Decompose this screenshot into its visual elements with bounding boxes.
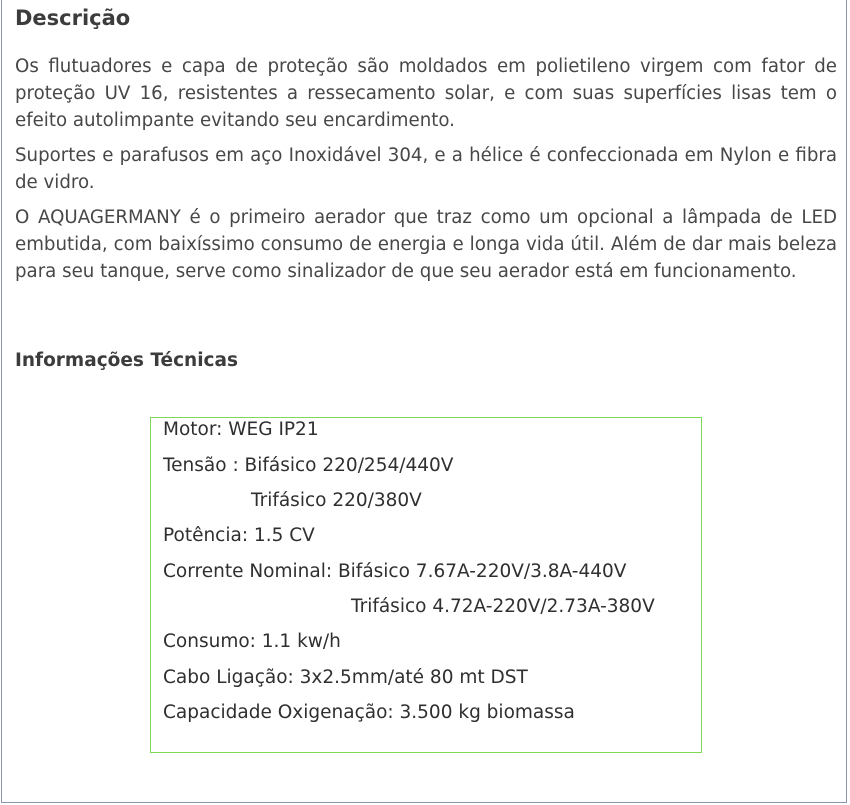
description-paragraph-2: Suportes e parafusos em aço Inoxidável 304, e a hélice é confeccionada em Nylon e fibra de vidro.: [15, 145, 837, 193]
spec-voltage: Tensão : Bifásico 220/254/440V: [163, 455, 454, 476]
spec-voltage-three-phase: Trifásico 220/380V: [251, 490, 422, 511]
spec-consumption: Consumo: 1.1 kw/h: [163, 631, 341, 652]
technical-info-title: Informações Técnicas: [15, 350, 239, 371]
spec-nominal-current-three-phase: Trifásico 4.72A-220V/2.73A-380V: [351, 596, 655, 617]
spec-cable: Cabo Ligação: 3x2.5mm/até 80 mt DST: [163, 667, 528, 688]
spec-oxygenation-capacity: Capacidade Oxigenação: 3.500 kg biomassa: [163, 702, 575, 723]
section-title: Descrição: [15, 6, 131, 30]
description-paragraph-1: Os flutuadores e capa de proteção são moldados em polietileno virgem com fator de proteção UV 16, resistentes a ressecamento solar, e com suas superfícies lisas tem o efeito autolimpante evitando seu encardimento.: [15, 56, 837, 131]
spec-motor: Motor: WEG IP21: [163, 419, 319, 440]
spec-nominal-current: Corrente Nominal: Bifásico 7.67A-220V/3.8A-440V: [163, 561, 627, 582]
spec-power: Potência: 1.5 CV: [163, 525, 315, 546]
description-paragraph-3: O AQUAGERMANY é o primeiro aerador que traz como um opcional a lâmpada de LED embutida, com baixíssimo consumo de energia e longa vida útil. Além de dar mais beleza para seu tanque, serve como sinalizador de que seu aerador está em funcionamento.: [15, 207, 837, 282]
